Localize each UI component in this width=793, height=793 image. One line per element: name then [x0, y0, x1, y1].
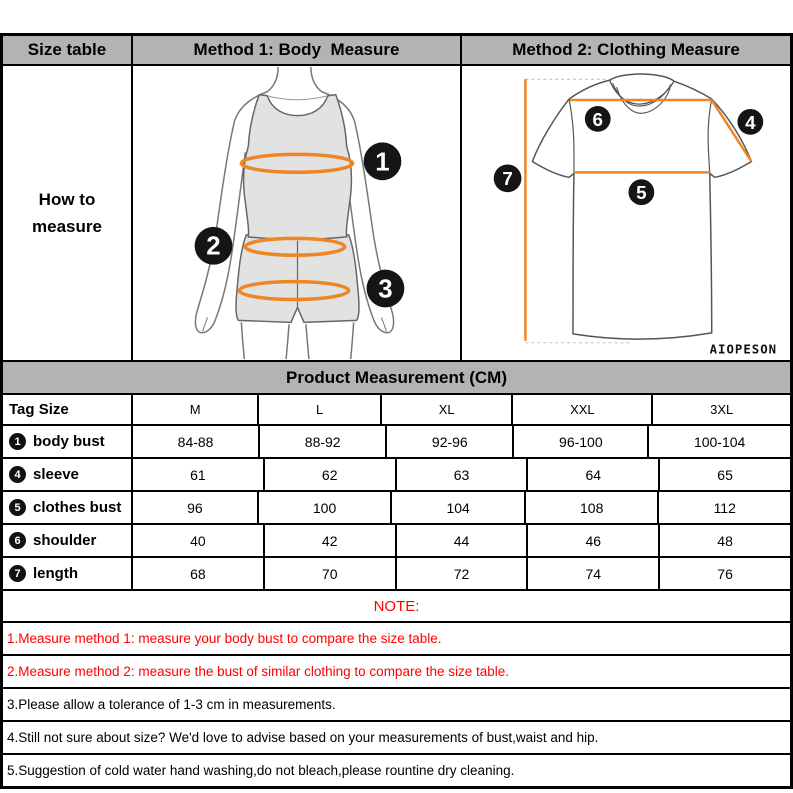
- brand-text: AIOPESON: [709, 342, 778, 357]
- cell-value: 63: [395, 459, 527, 490]
- cell-value: 68: [131, 558, 263, 589]
- note-text-3: 3.Please allow a tolerance of 1-3 cm in measurements.: [7, 697, 336, 712]
- marker-4-number: 4: [745, 111, 756, 133]
- measurement-row-length: [3, 556, 790, 589]
- note-row-2: [3, 654, 790, 687]
- body-measure-illustration: [131, 66, 460, 360]
- note-title: NOTE:: [373, 597, 420, 615]
- tag-size-row: [3, 393, 790, 424]
- cell-value: 92-96: [385, 426, 512, 457]
- legs-lines: [241, 322, 353, 359]
- marker-6-number: 6: [592, 108, 603, 130]
- note-row-1: [3, 621, 790, 654]
- cell-value: 96-100: [512, 426, 647, 457]
- row-label-text: length: [33, 565, 78, 582]
- tshirt-figure: [462, 66, 790, 360]
- cell-value: 96: [131, 492, 257, 523]
- clothing-measure-illustration: [460, 66, 790, 360]
- header-method1: Method 1: Body Measure: [131, 36, 460, 64]
- marker-2-number: 2: [206, 232, 221, 261]
- row-label-body-bust: [3, 426, 131, 457]
- size-col-3xl: 3XL: [651, 395, 790, 424]
- product-measurement-header: Product Measurement (CM): [3, 362, 790, 393]
- note-row-5: [3, 753, 790, 786]
- marker-1-number: 1: [375, 148, 390, 177]
- cell-value: 74: [526, 558, 658, 589]
- row-label-sleeve: [3, 459, 131, 490]
- note-text-4: 4.Still not sure about size? We'd love to advise based on your measurements of bust,waist and hip.: [7, 730, 599, 745]
- note-title-row: [3, 589, 790, 621]
- tank-top-shape: [244, 95, 352, 240]
- size-chart: [0, 33, 793, 789]
- measurement-row-clothes-bust: [3, 490, 790, 523]
- tank-back-neckline: [267, 96, 328, 100]
- size-col-xl: XL: [380, 395, 511, 424]
- marker-5-number: 5: [636, 182, 647, 204]
- cell-value: 112: [657, 492, 790, 523]
- measurement-row-body-bust: [3, 424, 790, 457]
- neck-left-line: [267, 67, 278, 92]
- cell-value: 40: [131, 525, 263, 556]
- cell-value: 100: [257, 492, 391, 523]
- cell-value: 62: [263, 459, 395, 490]
- row-label-shoulder: [3, 525, 131, 556]
- marker-7-number: 7: [502, 168, 513, 190]
- note-text-5: 5.Suggestion of cold water hand washing,do not bleach,please rountine dry cleaning.: [7, 763, 515, 778]
- row-label-text: sleeve: [33, 466, 79, 483]
- circled-5-icon: 5: [9, 499, 26, 516]
- illustration-row: [3, 64, 790, 360]
- cell-value: 70: [263, 558, 395, 589]
- note-row-4: [3, 720, 790, 753]
- cell-value: 64: [526, 459, 658, 490]
- note-text-2: 2.Measure method 2: measure the bust of similar clothing to compare the size table.: [7, 664, 510, 679]
- header-size-table: Size table: [3, 36, 131, 64]
- row-label-clothes-bust: [3, 492, 131, 523]
- row-label-text: shoulder: [33, 532, 97, 549]
- cell-value: 48: [658, 525, 790, 556]
- measurement-row-sleeve: [3, 457, 790, 490]
- row-label-length: [3, 558, 131, 589]
- row-label-text: body bust: [33, 433, 105, 450]
- circled-6-icon: 6: [9, 532, 26, 549]
- size-col-l: L: [257, 395, 380, 424]
- row-label-text: clothes bust: [33, 499, 122, 516]
- cell-value: 46: [526, 525, 658, 556]
- header-row: [3, 36, 790, 64]
- cell-value: 76: [658, 558, 790, 589]
- cell-value: 65: [658, 459, 790, 490]
- hand-lines: [203, 317, 387, 331]
- size-col-xxl: XXL: [511, 395, 651, 424]
- note-text-1: 1.Measure method 1: measure your body bust to compare the size table.: [7, 631, 442, 646]
- marker-3-number: 3: [378, 275, 393, 304]
- cell-value: 44: [395, 525, 527, 556]
- size-col-m: M: [131, 395, 257, 424]
- cell-value: 88-92: [258, 426, 385, 457]
- tag-size-header: Tag Size: [9, 401, 69, 418]
- cell-value: 72: [395, 558, 527, 589]
- neck-right-line: [311, 67, 322, 92]
- circled-1-icon: 1: [9, 433, 26, 450]
- how-to-measure-cell: [3, 66, 131, 360]
- how-to-measure-label: How to measure: [32, 189, 102, 236]
- measurement-row-shoulder: [3, 523, 790, 556]
- header-method2: Method 2: Clothing Measure: [460, 36, 790, 64]
- product-measurement-header-row: [3, 360, 790, 393]
- circled-4-icon: 4: [9, 466, 26, 483]
- cell-value: 100-104: [647, 426, 790, 457]
- body-figure: [133, 66, 460, 360]
- cell-value: 84-88: [131, 426, 258, 457]
- circled-7-icon: 7: [9, 565, 26, 582]
- cell-value: 42: [263, 525, 395, 556]
- cell-value: 108: [524, 492, 658, 523]
- cell-value: 104: [390, 492, 524, 523]
- cell-value: 61: [131, 459, 263, 490]
- note-row-3: [3, 687, 790, 720]
